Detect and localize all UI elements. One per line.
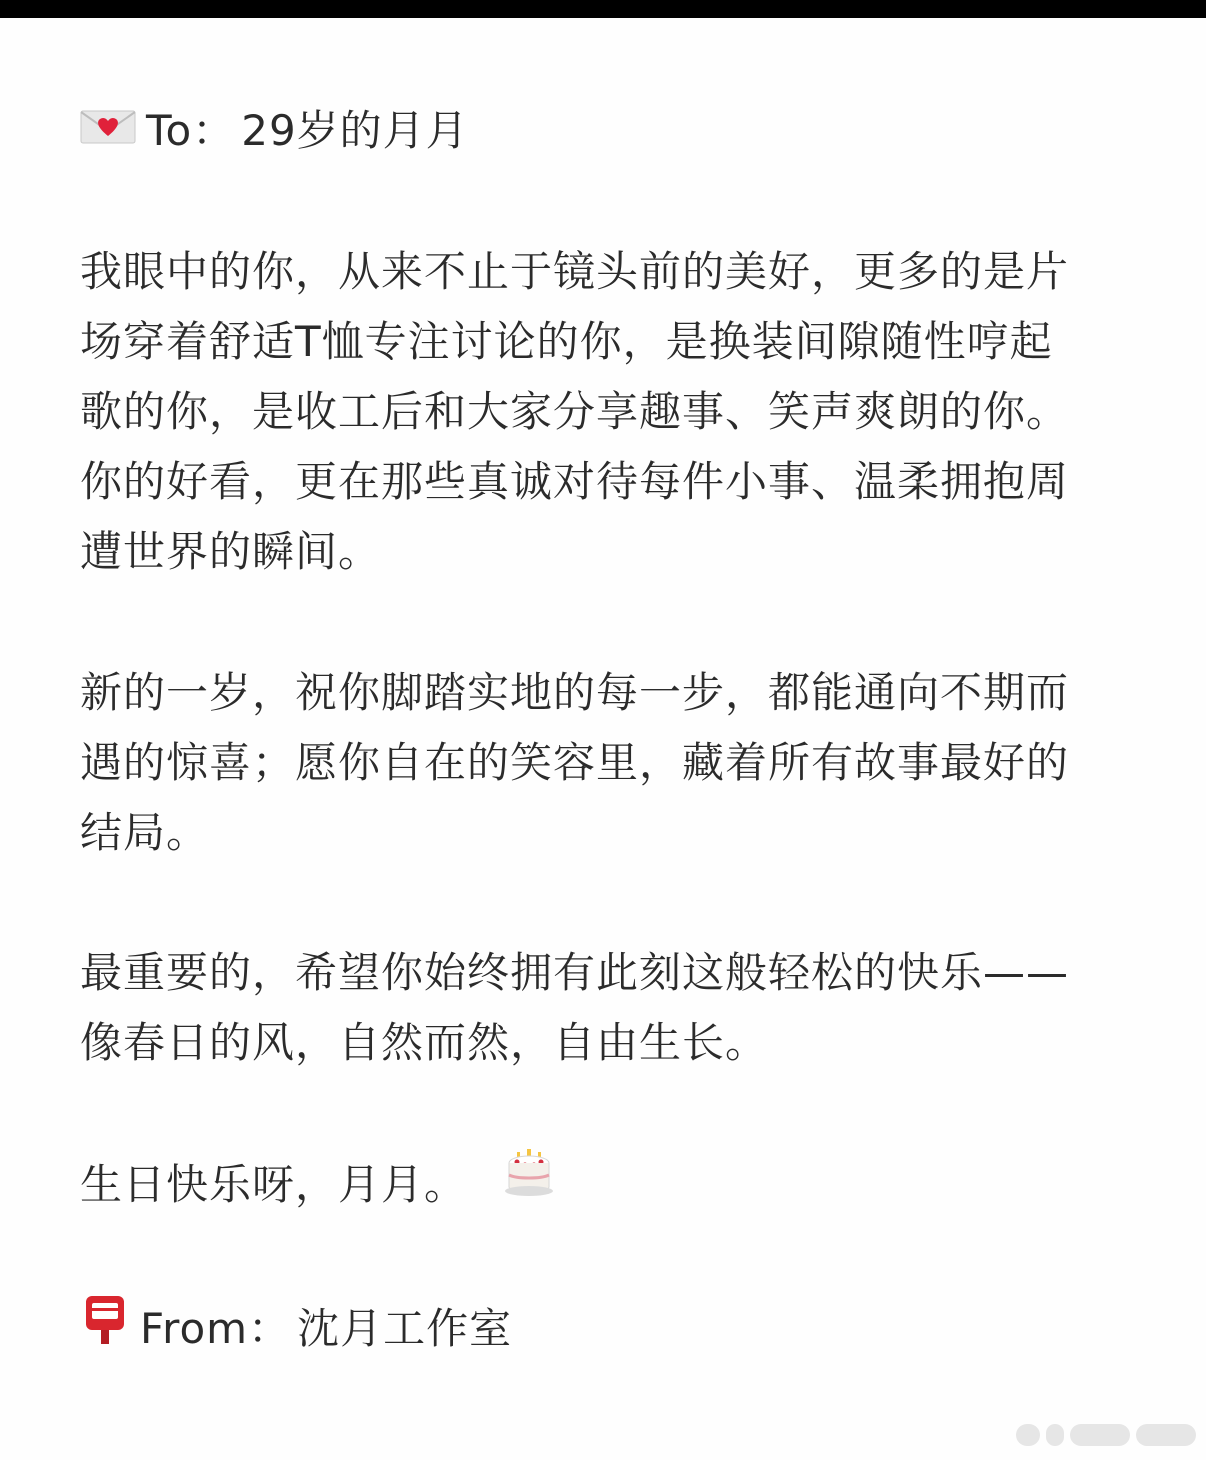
recipient-name: 29岁的月月 [241, 106, 469, 155]
from-label: From： [140, 1303, 292, 1353]
paragraph-1-line-2: 场穿着舒适T恤专注讨论的你，是换装间隙随性哼起 [80, 317, 1053, 366]
watermark-mark [1070, 1424, 1130, 1446]
paragraph-1-line-5: 遭世界的瞬间。 [80, 527, 382, 576]
paragraph-3-line-1: 最重要的，希望你始终拥有此刻这般轻松的快乐—— [80, 948, 1070, 997]
sender-name: 沈月工作室 [297, 1303, 513, 1353]
birthday-cake-icon [503, 1147, 555, 1220]
love-letter-envelope-icon [80, 96, 136, 166]
paragraph-2-line-3: 结局。 [80, 808, 210, 857]
from-line [80, 1290, 512, 1367]
watermark-mark [1046, 1424, 1064, 1446]
watermark-mark [1136, 1424, 1196, 1446]
letter-page [0, 18, 1206, 1460]
watermark-mark [1016, 1424, 1040, 1446]
paragraph-2-line-2: 遇的惊喜；愿你自在的笑容里，藏着所有故事最好的 [80, 738, 1070, 787]
birthday-line [80, 1150, 555, 1224]
paragraph-3-line-2: 像春日的风，自然而然，自由生长。 [80, 1018, 769, 1067]
to-line [80, 96, 469, 166]
to-label: To： [146, 106, 236, 155]
watermark [996, 1420, 1196, 1450]
paragraph-1-line-1: 我眼中的你，从来不止于镜头前的美好，更多的是片 [80, 247, 1070, 296]
postbox-icon [80, 1290, 130, 1367]
paragraph-1-line-4: 你的好看，更在那些真诚对待每件小事、温柔拥抱周 [80, 457, 1070, 506]
paragraph-2-line-1: 新的一岁，祝你脚踏实地的每一步，都能通向不期而 [80, 668, 1070, 717]
birthday-text: 生日快乐呀，月月。 [80, 1160, 468, 1209]
paragraph-1-line-3: 歌的你，是收工后和大家分享趣事、笑声爽朗的你。 [80, 387, 1070, 436]
